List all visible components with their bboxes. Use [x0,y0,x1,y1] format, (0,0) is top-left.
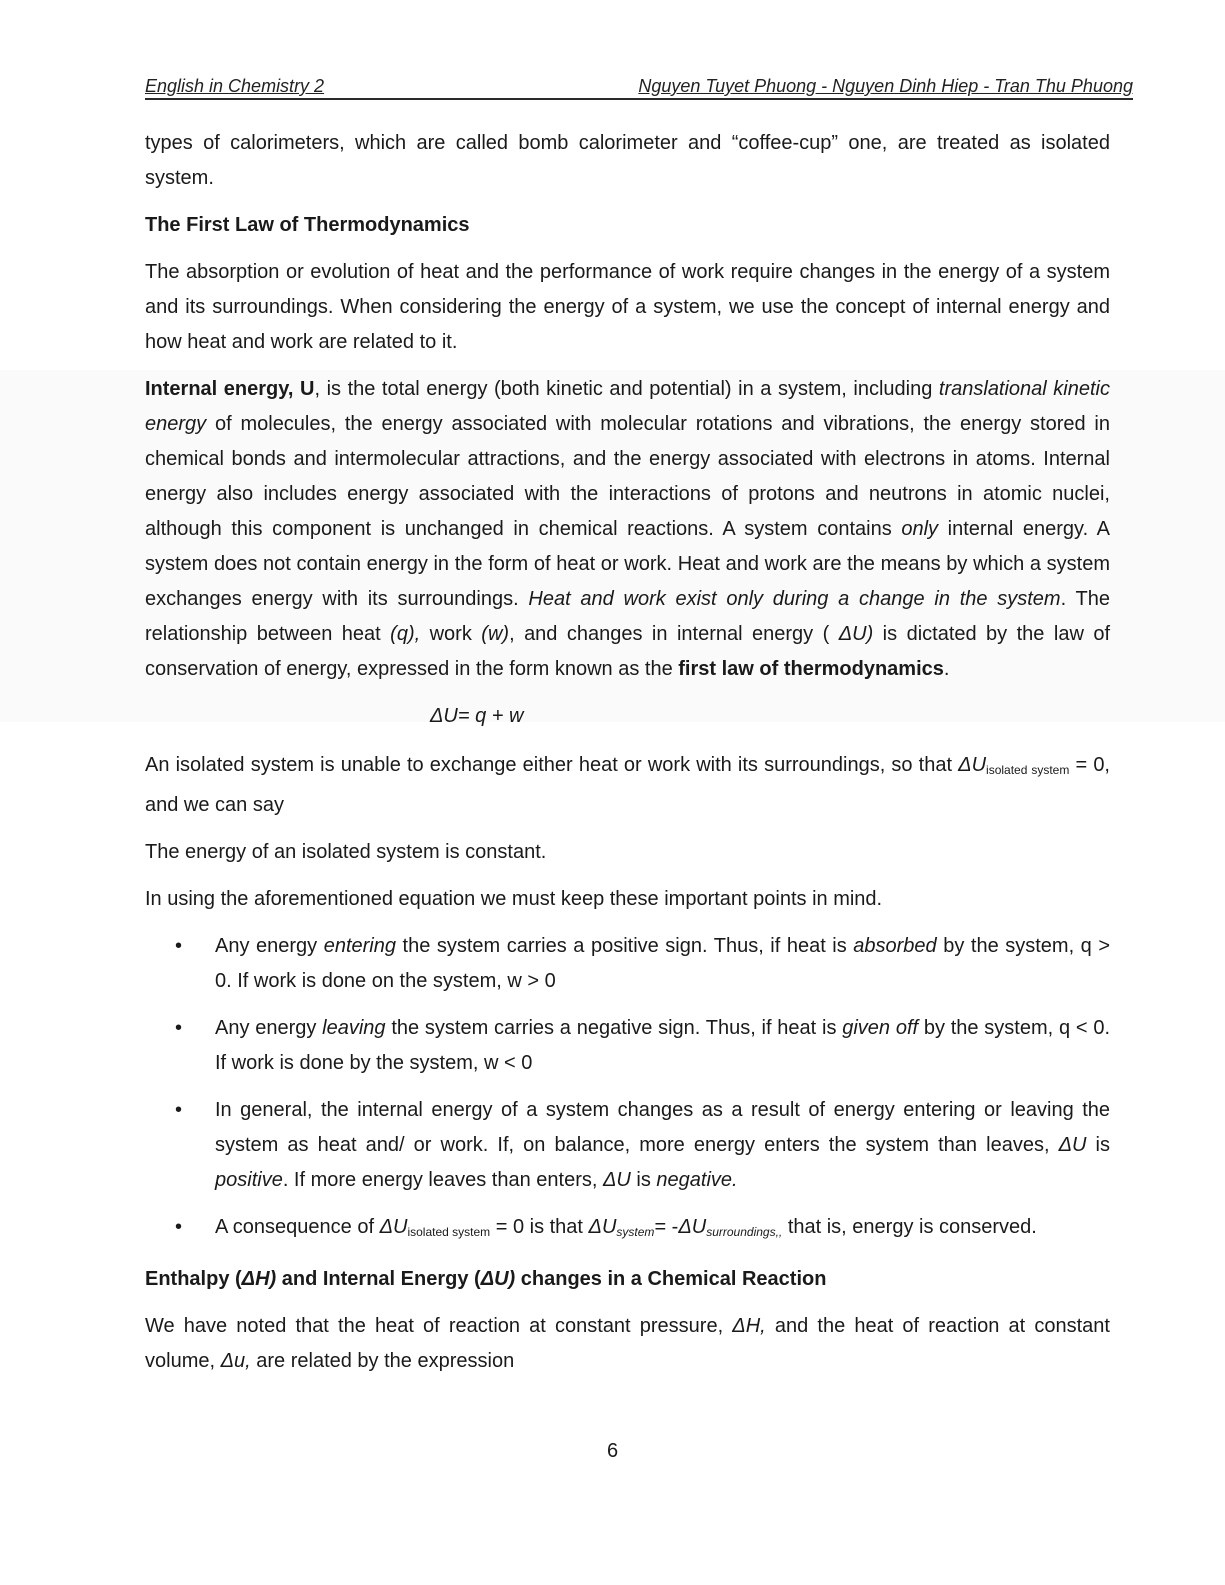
paragraph-isolated-system: An isolated system is unable to exchange either heat or work with its surroundings, so that $\Delta U_{isolated system} = 0$, and we can say [145,754,1110,816]
term-internal-energy: Internal energy, U [145,378,315,400]
header-authors: Nguyen Tuyet Phuong - Nguyen Dinh Hiep - Tran Thu Phuong [638,76,1133,96]
running-header [145,76,1133,100]
bullet-icon: • [175,1017,183,1039]
list-item: • In general, the internal energy of a system changes as a result of energy entering or leaving the system as heat and/ or work. If, on balance, more energy enters the system than leaves, ΔU is positive. If more energy leaves than enters, ΔU is negative. [145,1093,1110,1198]
bullet-icon: • [175,1216,183,1238]
bullet-icon: • [175,1099,183,1121]
section-heading-enthalpy: Enthalpy (ΔH) and Internal Energy (ΔU) changes in a Chemical Reaction [145,1268,827,1290]
page-body [145,126,1110,1391]
bullet-icon: • [175,935,183,957]
list-item: • A consequence of $\Delta U_{isolated system} = 0$ is that ΔUsystem= -ΔUsurroundings,, that is, energy is conserved. [145,1210,1110,1250]
intro-paragraph: types of calorimeters, which are called bomb calorimeter and “coffee-cup” one, are treated as isolated system. [145,132,1110,189]
paragraph-absorption: The absorption or evolution of heat and the performance of work require changes in the energy of a system and its surroundings. When considering the energy of a system, we use the concept of internal energy and how heat and work are related to it. [145,261,1110,353]
sign-convention-list [145,929,1110,1250]
header-book-title: English in Chemistry 2 [145,76,325,96]
equation-first-law: ΔU= q + w [430,705,524,727]
paragraph-points-intro: In using the aforementioned equation we must keep these important points in mind. [145,888,883,910]
term-first-law: first law of thermodynamics [678,658,944,680]
section-heading-first-law: The First Law of Thermodynamics [145,214,470,236]
page-number: 6 [606,1440,619,1462]
paragraph-enthalpy: We have noted that the heat of reaction at constant pressure, ΔH, and the heat of reaction at constant volume, Δu, are related by the expression [145,1315,1110,1372]
list-item: • Any energy leaving the system carries a negative sign. Thus, if heat is given off by the system, q < 0. If work is done by the system, w < 0 [145,1011,1110,1081]
paragraph-energy-constant: The energy of an isolated system is constant. [145,841,547,863]
paragraph-internal-energy: Internal energy, U, is the total energy (both kinetic and potential) in a system, including translational kinetic energy of molecules, the energy associated with molecular rotations and vibrations, the energy stored in chemical bonds and intermolecular attractions, and the energy associated with electrons in atoms. Internal energy also includes energy associated with the interactions of protons and neutrons in atomic nuclei, although this component is unchanged in chemical reactions. A system contains only internal energy. A system does not contain energy in the form of heat or work. Heat and work are the means by which a system exchanges energy with its surroundings. Heat and work exist only during a change in the system. The relationship between heat (q), work (w), and changes in internal energy ( ΔU) is dictated by the law of conservation of energy, expressed in the form known as the first law of thermodynamics. [145,378,1111,680]
list-item: • Any energy entering the system carries a positive sign. Thus, if heat is absorbed by the system, q > 0. If work is done on the system, w > 0 [145,929,1110,999]
